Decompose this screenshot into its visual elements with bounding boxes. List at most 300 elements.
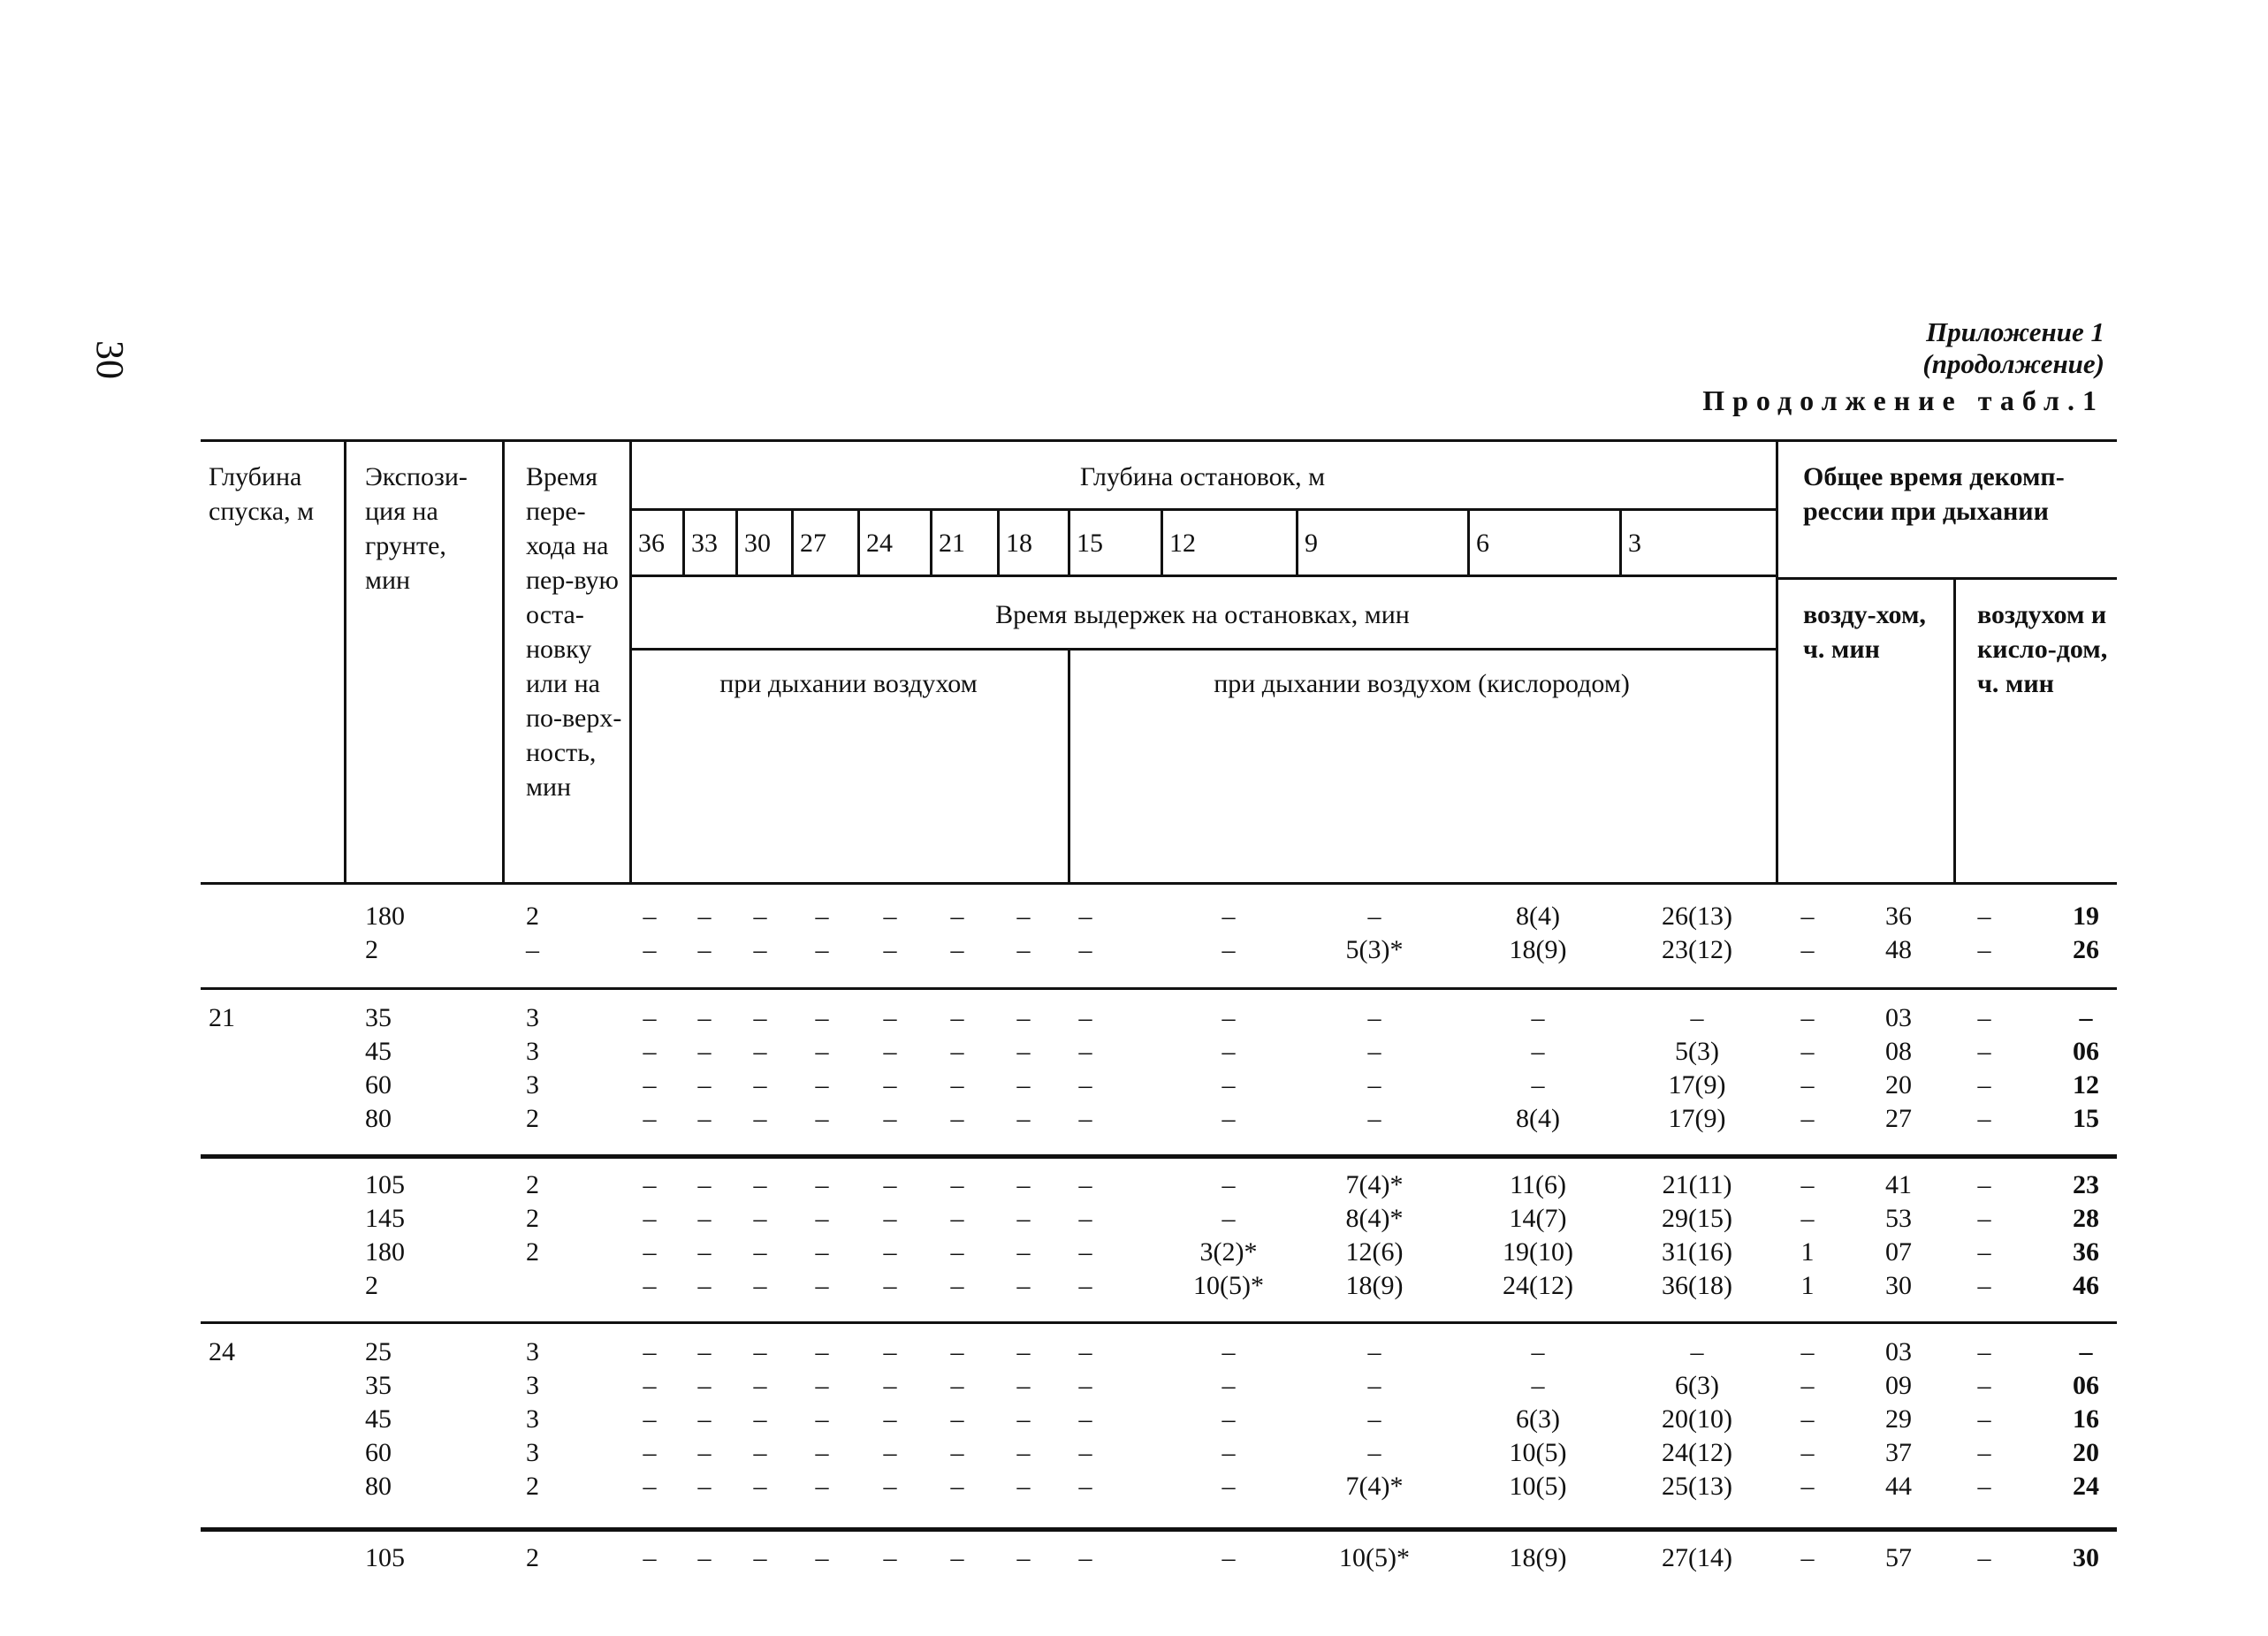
table-cell: – bbox=[1078, 1037, 1092, 1066]
table-cell: – bbox=[1016, 1170, 1031, 1199]
table-cell: – bbox=[1078, 935, 1092, 964]
table-cell: 36 bbox=[1885, 902, 1912, 931]
table-cell: 27 bbox=[1885, 1104, 1912, 1133]
table-cell: – bbox=[1367, 1337, 1381, 1366]
total-sub-rule bbox=[1776, 577, 2117, 580]
table-cell: 44 bbox=[1885, 1472, 1912, 1501]
table-cell: – bbox=[643, 1543, 657, 1572]
table-cell: – bbox=[1977, 1438, 1991, 1467]
table-cell: – bbox=[950, 1271, 964, 1300]
table-cell: – bbox=[697, 1237, 712, 1267]
table-cell: – bbox=[697, 1003, 712, 1032]
table-cell: – bbox=[753, 1170, 767, 1199]
appendix-label bbox=[1922, 316, 2104, 380]
table-cell: – bbox=[950, 1204, 964, 1233]
table-cell: 23(12) bbox=[1662, 935, 1732, 964]
table-cell: – bbox=[1977, 1170, 1991, 1199]
table-cell: 3(2)* bbox=[1199, 1237, 1258, 1267]
appendix-line2: (продолжение) bbox=[1922, 348, 2104, 379]
table-cell: 2 bbox=[365, 935, 378, 964]
table-cell: – bbox=[815, 1404, 829, 1434]
table-cell: 2 bbox=[526, 1104, 539, 1133]
table-cell: – bbox=[1078, 1003, 1092, 1032]
table-cell: – bbox=[1222, 1070, 1236, 1100]
table-cell: – bbox=[1078, 1271, 1092, 1300]
table-cell: 36(18) bbox=[1662, 1271, 1732, 1300]
table-cell: – bbox=[950, 1003, 964, 1032]
table-cell: 6(3) bbox=[1516, 1404, 1560, 1434]
table-cell: 18(9) bbox=[1509, 935, 1567, 964]
table-cell: – bbox=[753, 1438, 767, 1467]
table-cell: – bbox=[1800, 1037, 1815, 1066]
table-cell: 25(13) bbox=[1662, 1472, 1732, 1501]
table-cell: – bbox=[1367, 1003, 1381, 1032]
table-cell: – bbox=[1800, 935, 1815, 964]
table-cell: – bbox=[815, 935, 829, 964]
table-cell: 180 bbox=[365, 1237, 405, 1267]
table-cell: – bbox=[1800, 1003, 1815, 1032]
group-separator bbox=[201, 1527, 2117, 1532]
table-cell: 08 bbox=[1885, 1037, 1912, 1066]
table-cell: – bbox=[1800, 1070, 1815, 1100]
table-cell: 20 bbox=[2073, 1438, 2099, 1467]
table-cell: 3 bbox=[526, 1337, 539, 1366]
table-cell: – bbox=[753, 1271, 767, 1300]
table-cell: 03 bbox=[1885, 1337, 1912, 1366]
table-cell: – bbox=[883, 1271, 897, 1300]
stop-column-divider bbox=[735, 508, 738, 575]
table-cell: – bbox=[883, 1003, 897, 1032]
table-cell: 29 bbox=[1885, 1404, 1912, 1434]
table-cell: – bbox=[1078, 1104, 1092, 1133]
table-cell: – bbox=[815, 1472, 829, 1501]
table-cell: 10(5) bbox=[1509, 1472, 1567, 1501]
table-cell: – bbox=[1016, 1237, 1031, 1267]
table-cell: – bbox=[1222, 1204, 1236, 1233]
table-cell: – bbox=[1977, 1003, 1991, 1032]
column-divider bbox=[502, 439, 505, 882]
table-cell: 2 bbox=[526, 1543, 539, 1572]
table-cell: – bbox=[1977, 1543, 1991, 1572]
table-cell: – bbox=[1977, 1237, 1991, 1267]
table-cell: 3 bbox=[526, 1404, 539, 1434]
table-cell: – bbox=[753, 902, 767, 931]
table-cell: 17(9) bbox=[1668, 1104, 1726, 1133]
table-cell: 18(9) bbox=[1509, 1543, 1567, 1572]
table-cell: – bbox=[950, 1472, 964, 1501]
table-cell: – bbox=[753, 1404, 767, 1434]
table-cell: – bbox=[1531, 1371, 1545, 1400]
header-transit: Время пере-хода на пер-вую оста-новку или на по-верх-ность, мин bbox=[526, 462, 622, 802]
table-cell: – bbox=[1800, 1404, 1815, 1434]
table-cell: 10(5) bbox=[1509, 1438, 1567, 1467]
table-cell: 24(12) bbox=[1503, 1271, 1573, 1300]
table-cell: – bbox=[1016, 1337, 1031, 1366]
group-separator bbox=[201, 987, 2117, 990]
table-cell: – bbox=[643, 1337, 657, 1366]
table-cell: 12 bbox=[2073, 1070, 2099, 1100]
table-cell: – bbox=[1800, 1543, 1815, 1572]
table-cell: – bbox=[815, 902, 829, 931]
table-cell: – bbox=[883, 1472, 897, 1501]
stop-depth-36: 36 bbox=[638, 529, 665, 558]
table-cell: – bbox=[526, 935, 539, 964]
table-cell: – bbox=[1367, 1371, 1381, 1400]
table-cell: – bbox=[1800, 1170, 1815, 1199]
table-cell: – bbox=[1222, 1404, 1236, 1434]
table-cell: – bbox=[883, 1404, 897, 1434]
table-cell: – bbox=[753, 1037, 767, 1066]
table-cell: – bbox=[697, 1170, 712, 1199]
table-cell: – bbox=[883, 1070, 897, 1100]
stop-column-divider bbox=[1467, 508, 1470, 575]
table-cell: 5(3) bbox=[1675, 1037, 1719, 1066]
table-cell: 10(5)* bbox=[1339, 1543, 1410, 1572]
table-cell: 35 bbox=[365, 1371, 392, 1400]
stop-column-divider bbox=[1068, 508, 1070, 575]
header-total: Общее время декомп-рессии при дыхании bbox=[1803, 462, 2065, 526]
table-cell: – bbox=[643, 1404, 657, 1434]
stop-column-divider bbox=[1161, 508, 1163, 575]
stop-column-divider bbox=[791, 508, 794, 575]
header-total-air-oxygen: воздухом и кисло-дом, ч. мин bbox=[1977, 600, 2108, 698]
table-cell: 2 bbox=[526, 1170, 539, 1199]
table-cell: 25 bbox=[365, 1337, 392, 1366]
stop-depth-12: 12 bbox=[1169, 529, 1196, 558]
table-cell: – bbox=[1078, 1371, 1092, 1400]
table-cell: – bbox=[950, 1170, 964, 1199]
table-cell: – bbox=[950, 1037, 964, 1066]
table-cell: – bbox=[1016, 1472, 1031, 1501]
table-cell: 10(5)* bbox=[1193, 1271, 1264, 1300]
table-cell: – bbox=[643, 1104, 657, 1133]
table-cell: – bbox=[883, 902, 897, 931]
table-cell: – bbox=[1977, 935, 1991, 964]
table-cell: – bbox=[1800, 1104, 1815, 1133]
table-cell: 23 bbox=[2073, 1170, 2099, 1199]
table-cell: 29(15) bbox=[1662, 1204, 1732, 1233]
table-cell: 18(9) bbox=[1345, 1271, 1404, 1300]
table-cell: – bbox=[815, 1543, 829, 1572]
table-cell: – bbox=[1222, 1003, 1236, 1032]
table-cell: – bbox=[753, 1070, 767, 1100]
table-cell: – bbox=[1016, 1438, 1031, 1467]
stops-header-rule bbox=[629, 508, 1776, 511]
table-cell: – bbox=[1690, 1337, 1704, 1366]
table-cell: 12(6) bbox=[1345, 1237, 1404, 1267]
header-exposure: Экспози-ция на грунте, мин bbox=[365, 462, 468, 595]
table-cell: 09 bbox=[1885, 1371, 1912, 1400]
table-cell: 3 bbox=[526, 1070, 539, 1100]
table-cell: – bbox=[697, 1037, 712, 1066]
stop-column-divider bbox=[1619, 508, 1622, 575]
table-cell: 21(11) bbox=[1662, 1170, 1732, 1199]
table-cell: – bbox=[815, 1271, 829, 1300]
table-cell: – bbox=[883, 935, 897, 964]
table-cell: – bbox=[883, 1237, 897, 1267]
table-cell: – bbox=[697, 1543, 712, 1572]
table-cell: – bbox=[1800, 902, 1815, 931]
table-cell: – bbox=[1367, 1070, 1381, 1100]
table-cell: 105 bbox=[365, 1543, 405, 1572]
table-cell: 180 bbox=[365, 902, 405, 931]
table-cell: 28 bbox=[2073, 1204, 2099, 1233]
table-cell: 45 bbox=[365, 1404, 392, 1434]
table-cell: 8(4) bbox=[1516, 902, 1560, 931]
table-cell: – bbox=[1977, 1337, 1991, 1366]
table-cell: – bbox=[1531, 1070, 1545, 1100]
table-cell: – bbox=[1977, 1104, 1991, 1133]
table-cell: – bbox=[1977, 1204, 1991, 1233]
table-cell: 17(9) bbox=[1668, 1070, 1726, 1100]
table-cell: 80 bbox=[365, 1472, 392, 1501]
table-cell: 03 bbox=[1885, 1003, 1912, 1032]
table-cell: 8(4) bbox=[1516, 1104, 1560, 1133]
table-cell: – bbox=[1078, 1404, 1092, 1434]
table-cell: – bbox=[2079, 1337, 2093, 1366]
table-cell: – bbox=[697, 1204, 712, 1233]
table-cell: 1 bbox=[1800, 1237, 1815, 1267]
table-cell: – bbox=[1977, 1037, 1991, 1066]
table-cell: – bbox=[950, 935, 964, 964]
header-total-air: возду-хом, ч. мин bbox=[1803, 600, 1926, 664]
header-bottom-rule bbox=[201, 882, 2117, 885]
table-cell: 16 bbox=[2073, 1404, 2099, 1434]
stop-depth-27: 27 bbox=[800, 529, 826, 558]
table-cell: 41 bbox=[1885, 1170, 1912, 1199]
stop-depth-15: 15 bbox=[1077, 529, 1103, 558]
table-cell: – bbox=[883, 1543, 897, 1572]
table-cell: 35 bbox=[365, 1003, 392, 1032]
stop-column-divider bbox=[997, 508, 1000, 575]
table-cell: – bbox=[1078, 1543, 1092, 1572]
stop-depth-9: 9 bbox=[1305, 529, 1318, 558]
table-continuation-title: Продолжение табл.1 bbox=[1702, 384, 2104, 416]
table-cell: – bbox=[1690, 1003, 1704, 1032]
table-cell: – bbox=[1016, 1204, 1031, 1233]
table-cell: 2 bbox=[526, 1237, 539, 1267]
table-cell: – bbox=[1078, 1204, 1092, 1233]
table-cell: – bbox=[815, 1337, 829, 1366]
table-cell: – bbox=[1016, 1104, 1031, 1133]
table-cell: 3 bbox=[526, 1037, 539, 1066]
table-cell: – bbox=[697, 1472, 712, 1501]
table-cell: 06 bbox=[2073, 1371, 2099, 1400]
table-cell: 20 bbox=[1885, 1070, 1912, 1100]
header-depth: Глубина спуска, м bbox=[209, 462, 315, 526]
table-cell: – bbox=[753, 1371, 767, 1400]
table-cell: 2 bbox=[526, 902, 539, 931]
group-separator bbox=[201, 1154, 2117, 1159]
table-cell: 24(12) bbox=[1662, 1438, 1732, 1467]
table-cell: – bbox=[1222, 1037, 1236, 1066]
stop-numbers-rule bbox=[629, 575, 1776, 577]
table-cell: – bbox=[643, 1237, 657, 1267]
table-cell: – bbox=[643, 1371, 657, 1400]
header-air-oxygen: при дыхании воздухом (кислородом) bbox=[1214, 669, 1630, 698]
table-cell: – bbox=[950, 1070, 964, 1100]
table-cell: 5(3)* bbox=[1345, 935, 1404, 964]
table-cell: 48 bbox=[1885, 935, 1912, 964]
table-cell: – bbox=[697, 902, 712, 931]
table-cell: – bbox=[643, 1003, 657, 1032]
table-cell: 06 bbox=[2073, 1037, 2099, 1066]
table-cell: – bbox=[950, 1438, 964, 1467]
stop-depth-6: 6 bbox=[1476, 529, 1489, 558]
table-cell: 6(3) bbox=[1675, 1371, 1719, 1400]
table-cell: – bbox=[883, 1337, 897, 1366]
table-cell: – bbox=[1977, 902, 1991, 931]
table-cell: 7(4)* bbox=[1345, 1472, 1404, 1501]
table-cell: – bbox=[815, 1003, 829, 1032]
table-cell: 80 bbox=[365, 1104, 392, 1133]
stop-depth-18: 18 bbox=[1006, 529, 1032, 558]
table-cell: 15 bbox=[2073, 1104, 2099, 1133]
table-cell: 24 bbox=[2073, 1472, 2099, 1501]
table-cell: – bbox=[1016, 1271, 1031, 1300]
table-cell: 1 bbox=[1800, 1271, 1815, 1300]
table-cell: 30 bbox=[1885, 1271, 1912, 1300]
stop-column-divider bbox=[930, 508, 932, 575]
stop-column-divider bbox=[682, 508, 685, 575]
table-cell: 07 bbox=[1885, 1237, 1912, 1267]
table-cell: – bbox=[1016, 1543, 1031, 1572]
header-hold-time: Время выдержек на остановках, мин bbox=[995, 600, 1410, 629]
table-cell: 3 bbox=[526, 1438, 539, 1467]
table-cell: – bbox=[643, 1472, 657, 1501]
table-cell: – bbox=[1367, 1104, 1381, 1133]
column-divider bbox=[344, 439, 346, 882]
table-cell: – bbox=[1800, 1337, 1815, 1366]
table-cell: – bbox=[883, 1170, 897, 1199]
stop-depth-33: 33 bbox=[691, 529, 718, 558]
table-cell: – bbox=[697, 1438, 712, 1467]
table-cell: – bbox=[1977, 1371, 1991, 1400]
table-cell: 37 bbox=[1885, 1438, 1912, 1467]
table-cell: 19(10) bbox=[1503, 1237, 1573, 1267]
table-cell: – bbox=[753, 1003, 767, 1032]
stop-column-divider bbox=[1296, 508, 1298, 575]
table-cell: – bbox=[643, 1438, 657, 1467]
stop-depth-21: 21 bbox=[939, 529, 965, 558]
table-cell: 45 bbox=[365, 1037, 392, 1066]
table-cell: – bbox=[643, 1170, 657, 1199]
hold-time-rule bbox=[629, 648, 1776, 651]
table-cell: – bbox=[1222, 935, 1236, 964]
table-cell: – bbox=[2079, 1003, 2093, 1032]
table-cell: – bbox=[697, 935, 712, 964]
page-number: 30 bbox=[88, 340, 132, 379]
header-air: при дыхании воздухом bbox=[719, 669, 978, 698]
table-cell: 8(4)* bbox=[1345, 1204, 1404, 1233]
table-cell: – bbox=[815, 1438, 829, 1467]
table-cell: 145 bbox=[365, 1204, 405, 1233]
stop-column-divider bbox=[857, 508, 860, 575]
header-stops-depth: Глубина остановок, м bbox=[1079, 462, 1326, 491]
table-cell: 36 bbox=[2073, 1237, 2099, 1267]
table-cell: 20(10) bbox=[1662, 1404, 1732, 1434]
table-cell: – bbox=[1016, 935, 1031, 964]
table-cell: 7(4)* bbox=[1345, 1170, 1404, 1199]
table-cell: – bbox=[1078, 1472, 1092, 1501]
table-cell: – bbox=[1367, 1037, 1381, 1066]
table-cell: 27(14) bbox=[1662, 1543, 1732, 1572]
table-cell: – bbox=[697, 1271, 712, 1300]
table-cell: – bbox=[753, 935, 767, 964]
table-cell: – bbox=[883, 1438, 897, 1467]
table-cell: – bbox=[815, 1170, 829, 1199]
table-cell: – bbox=[643, 1271, 657, 1300]
table-cell: – bbox=[1078, 1237, 1092, 1267]
table-cell: 60 bbox=[365, 1070, 392, 1100]
table-cell: – bbox=[1078, 1438, 1092, 1467]
table-cell: – bbox=[1016, 1371, 1031, 1400]
table-cell: 11(6) bbox=[1510, 1170, 1566, 1199]
table-cell: – bbox=[1222, 1543, 1236, 1572]
table-cell: – bbox=[815, 1104, 829, 1133]
table-cell: – bbox=[883, 1204, 897, 1233]
table-cell: – bbox=[1367, 902, 1381, 931]
table-cell: 2 bbox=[526, 1204, 539, 1233]
table-cell: – bbox=[950, 1371, 964, 1400]
appendix-line1: Приложение 1 bbox=[1926, 316, 2104, 347]
column-divider bbox=[629, 439, 632, 882]
table-cell: – bbox=[1531, 1037, 1545, 1066]
table-cell: – bbox=[1977, 1404, 1991, 1434]
table-cell: – bbox=[950, 1237, 964, 1267]
table-cell: 46 bbox=[2073, 1271, 2099, 1300]
table-cell: – bbox=[753, 1543, 767, 1572]
table-cell: – bbox=[753, 1472, 767, 1501]
table-cell: – bbox=[643, 1204, 657, 1233]
table-cell: – bbox=[1977, 1472, 1991, 1501]
table-cell: – bbox=[1016, 1070, 1031, 1100]
table-cell: – bbox=[1367, 1438, 1381, 1467]
table-cell: – bbox=[1800, 1472, 1815, 1501]
table-cell: – bbox=[950, 902, 964, 931]
table-cell: 53 bbox=[1885, 1204, 1912, 1233]
table-cell: – bbox=[950, 1337, 964, 1366]
table-cell: 3 bbox=[526, 1371, 539, 1400]
table-cell: – bbox=[1078, 902, 1092, 931]
table-cell: – bbox=[1977, 1271, 1991, 1300]
table-top-rule bbox=[201, 439, 2117, 442]
group-separator bbox=[201, 1321, 2117, 1324]
stop-depth-24: 24 bbox=[866, 529, 893, 558]
table-cell: – bbox=[1078, 1170, 1092, 1199]
table-cell: – bbox=[815, 1037, 829, 1066]
table-cell: – bbox=[815, 1237, 829, 1267]
table-cell: 3 bbox=[526, 1003, 539, 1032]
table-cell: – bbox=[815, 1204, 829, 1233]
table-cell: – bbox=[883, 1104, 897, 1133]
table-cell: 26(13) bbox=[1662, 902, 1732, 931]
table-cell: – bbox=[1222, 1472, 1236, 1501]
column-divider bbox=[1953, 577, 1956, 882]
stop-depth-30: 30 bbox=[744, 529, 771, 558]
table-cell: – bbox=[643, 935, 657, 964]
table-cell: 30 bbox=[2073, 1543, 2099, 1572]
table-cell: 2 bbox=[365, 1271, 378, 1300]
table-cell: – bbox=[697, 1070, 712, 1100]
table-cell: – bbox=[1078, 1070, 1092, 1100]
table-cell: – bbox=[1367, 1404, 1381, 1434]
table-cell: 60 bbox=[365, 1438, 392, 1467]
table-cell: – bbox=[643, 1070, 657, 1100]
table-cell: – bbox=[1222, 1371, 1236, 1400]
table-cell: – bbox=[753, 1204, 767, 1233]
table-cell: – bbox=[1222, 1438, 1236, 1467]
